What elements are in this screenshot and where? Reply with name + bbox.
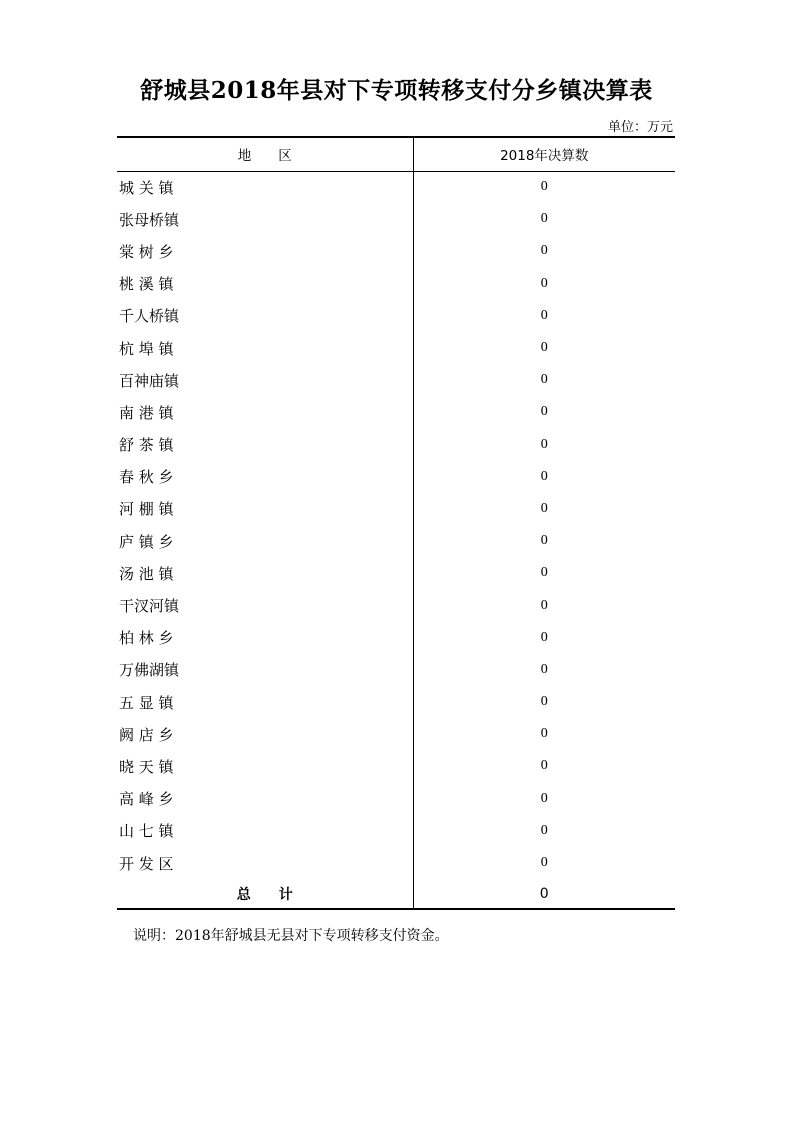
region-value: 0	[540, 404, 548, 420]
region-value: 0	[540, 855, 548, 871]
region-value: 0	[540, 661, 548, 677]
region-value: 0	[540, 726, 548, 742]
table-row	[117, 300, 675, 332]
region-name: 庐 镇 乡	[117, 525, 413, 557]
region-value: 0	[540, 179, 548, 195]
region-name: 棠 树 乡	[117, 235, 413, 267]
region-value: 0	[540, 758, 548, 774]
table-row	[117, 396, 675, 428]
table-row	[117, 235, 675, 267]
region-name: 城 关 镇	[117, 171, 413, 203]
table-row	[117, 847, 675, 879]
table-row	[117, 686, 675, 718]
table-row	[117, 815, 675, 847]
region-value: 0	[540, 822, 548, 838]
table-body	[117, 171, 675, 909]
header-region: 地 区	[117, 137, 413, 171]
footnote: 说明：2018年舒城县无县对下专项转移支付资金。	[133, 928, 449, 944]
region-name: 万佛湖镇	[117, 654, 413, 686]
region-value: 0	[540, 565, 548, 581]
region-name: 晓 天 镇	[117, 750, 413, 782]
table-row	[117, 171, 675, 203]
page-title: 舒城县2018年县对下专项转移支付分乡镇决算表	[140, 77, 653, 104]
region-value: 0	[540, 790, 548, 806]
table-row	[117, 203, 675, 235]
region-value: 0	[540, 211, 548, 227]
table-row	[117, 750, 675, 782]
table-row	[117, 525, 675, 557]
region-name: 张母桥镇	[117, 203, 413, 235]
table-row	[117, 622, 675, 654]
region-name: 杭 埠 镇	[117, 332, 413, 364]
region-name: 百神庙镇	[117, 364, 413, 396]
table-row	[117, 654, 675, 686]
region-value: 0	[540, 629, 548, 645]
table-row	[117, 268, 675, 300]
unit-label: 单位：万元	[607, 120, 673, 135]
total-value: 0	[413, 879, 675, 909]
region-name: 干汊河镇	[117, 589, 413, 621]
table-row	[117, 461, 675, 493]
table-row	[117, 429, 675, 461]
table-row	[117, 332, 675, 364]
region-name: 河 棚 镇	[117, 493, 413, 525]
table-row	[117, 364, 675, 396]
region-name: 山 七 镇	[117, 815, 413, 847]
region-value: 0	[540, 597, 548, 613]
region-value: 0	[540, 307, 548, 323]
region-value: 0	[540, 372, 548, 388]
region-name: 春 秋 乡	[117, 461, 413, 493]
table-row	[117, 589, 675, 621]
region-name: 舒 茶 镇	[117, 429, 413, 461]
region-name: 开 发 区	[117, 847, 413, 879]
total-row	[117, 879, 675, 909]
region-value: 0	[540, 533, 548, 549]
region-value: 0	[540, 436, 548, 452]
region-name: 柏 林 乡	[117, 622, 413, 654]
region-name: 高 峰 乡	[117, 783, 413, 815]
region-name: 五 显 镇	[117, 686, 413, 718]
table-row	[117, 718, 675, 750]
region-name: 南 港 镇	[117, 396, 413, 428]
region-value: 0	[540, 694, 548, 710]
table-row	[117, 493, 675, 525]
region-name: 桃 溪 镇	[117, 268, 413, 300]
region-value: 0	[540, 243, 548, 259]
region-value: 0	[540, 500, 548, 516]
region-name: 阙 店 乡	[117, 718, 413, 750]
table-row	[117, 783, 675, 815]
region-value: 0	[540, 275, 548, 291]
table-row	[117, 557, 675, 589]
region-name: 汤 池 镇	[117, 557, 413, 589]
table-header-row	[117, 137, 675, 171]
budget-table	[117, 136, 675, 910]
region-value: 0	[540, 340, 548, 356]
header-value: 2018年决算数	[413, 137, 675, 171]
total-label: 总 计	[117, 879, 413, 909]
region-name: 千人桥镇	[117, 300, 413, 332]
region-value: 0	[540, 468, 548, 484]
